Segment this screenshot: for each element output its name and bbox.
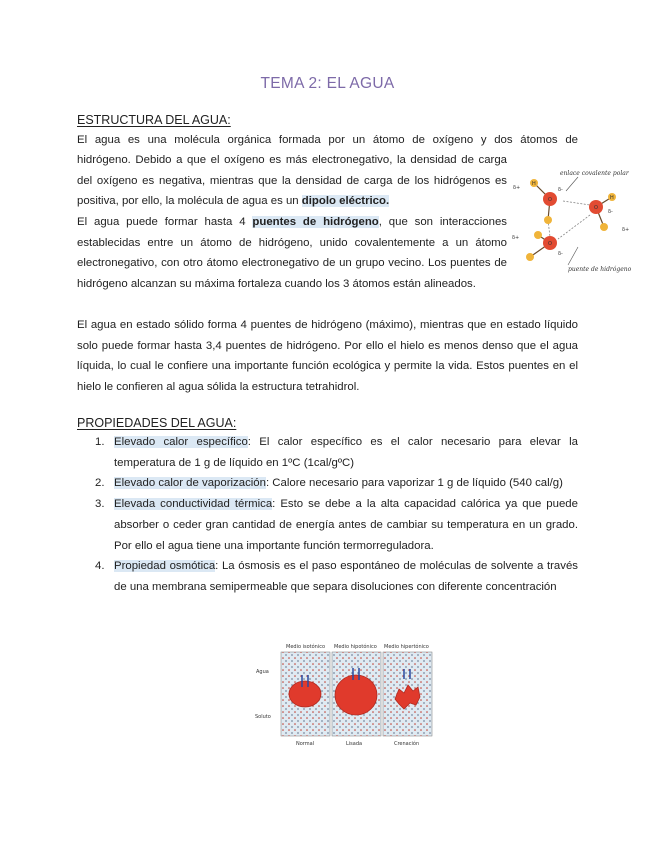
panel-title-hypertonic: Medio hipertónico — [384, 644, 429, 650]
charge-label: δ- — [608, 209, 613, 215]
property-description: : Calore necesario para vaporizar 1 g de líquido (540 cal/g) — [265, 477, 563, 490]
hydrogen-atom — [534, 231, 542, 239]
hbond-pointer — [568, 247, 578, 265]
dipole-term: dipolo eléctrico. — [301, 195, 390, 208]
charge-label: δ- — [558, 251, 563, 257]
hbond-text: , que son interacciones establecidas entre un átomo de hidrógeno, unido covalentemente a un átomo electronegativo, con otro átomo electronegativo de un grupo vecino. Los puentes de hidrógeno alcanzan su máxima fortaleza cuando los 3 átomos están alineados. — [77, 216, 507, 291]
section-heading-structure: ESTRUCTURA DEL AGUA: — [77, 113, 231, 127]
charge-label: δ+ — [622, 227, 630, 233]
side-label-water: Agua — [256, 669, 269, 675]
paragraph-ice: El agua en estado sólido forma 4 puentes de hidrógeno (máximo), mientras que en estado líquido solo puede formar hasta 3,4 puentes de hidrógeno. Por ello el hielo es menos denso que el agua líquida, lo cual le confiere una importante función ecológica y permite la vida. Estos puentes en el hielo le confieren al agua sólida la estructura tetrahidrol. — [77, 319, 578, 394]
paragraph-dipole-text: hidrógeno. Debido a que el oxígeno es más electronegativo, la densidad de carga del oxígeno es negativa, mientras que la densidad de carga de los hidrógenos es positiva, por ello, la molécula de agua es un — [77, 154, 507, 208]
hydrogen-bond-label: puente de hidrógeno — [568, 266, 632, 273]
osmosis-figure — [254, 641, 442, 749]
property-term: Elevado calor de vaporización — [114, 477, 266, 490]
page-title: TEMA 2: EL AGUA — [260, 75, 395, 92]
water-molecule-figure — [508, 155, 636, 277]
property-description: : Esto se debe a la alta capacidad calórica ya que puede absorber o ceder gran cantidad de energía antes de cambiar su temperatura en un grado. Por ello el agua tiene una importante función termorreguladora. — [114, 498, 578, 552]
hbond-term: puentes de hidrógeno — [252, 216, 379, 228]
property-description: : El calor específico es el calor necesario para elevar la temperatura de 1 g de líquido en 1ºC (1cal/gºC) — [114, 436, 579, 469]
paragraph-hydrogen-bonds — [77, 212, 507, 295]
list-item: 3. Elevada conductividad térmica: Esto se debe a la alta capacidad calórica ya que puede absorber o ceder gran cantidad de energía antes de cambiar su temperatura en un grado. Por ello el agua tiene una importante función termorreguladora. — [95, 498, 578, 552]
oxygen-symbol: O — [594, 205, 598, 211]
label-lysed: Lisada — [346, 741, 363, 747]
hydrogen-symbol: H — [610, 195, 614, 201]
hbond-intro-text: El agua puede formar hasta 4 — [77, 216, 246, 228]
label-normal: Normal — [296, 741, 315, 747]
covalent-bond-pointer — [566, 177, 578, 191]
cell-swollen — [335, 675, 377, 715]
property-term: Propiedad osmótica — [114, 560, 216, 573]
hydrogen-atom — [526, 253, 534, 261]
paragraph-dipole — [77, 150, 507, 212]
oxygen-symbol: O — [548, 197, 552, 203]
property-term: Elevada conductividad térmica — [114, 498, 273, 511]
charge-label: δ+ — [512, 235, 520, 241]
hydrogen-symbol: H — [532, 181, 536, 187]
oxygen-symbol: O — [548, 241, 552, 247]
hydrogen-atom — [600, 223, 608, 231]
panel-title-isotonic: Medio isotónico — [286, 644, 326, 650]
charge-label: δ- — [558, 187, 563, 193]
property-term: Elevado calor específico — [114, 436, 248, 448]
list-item: 4. Propiedad osmótica: La ósmosis es el paso espontáneo de moléculas de solvente a través de una membrana semipermeable que separa disoluciones con diferente concentración — [95, 560, 578, 593]
covalent-bond-label: enlace covalente polar — [560, 170, 629, 177]
hydrogen-atom — [544, 216, 552, 224]
charge-label: δ+ — [513, 185, 521, 191]
section-heading-properties: PROPIEDADES DEL AGUA: — [77, 416, 237, 430]
paragraph-intro-line: El agua es una molécula orgánica formada por un átomo de oxígeno y dos átomos de — [77, 134, 578, 146]
panel-title-hypotonic: Medio hipotónico — [334, 644, 377, 650]
cell-normal — [289, 681, 321, 707]
label-crenation: Crenación — [394, 741, 420, 747]
property-description: : La ósmosis es el paso espontáneo de moléculas de solvente a través de una membrana semipermeable que separa disoluciones con diferente concentración — [114, 560, 578, 593]
list-item: 2. Elevado calor de vaporización: Calore necesario para vaporizar 1 g de líquido (540 cal/g) — [95, 477, 563, 490]
side-label-solute: Soluto — [255, 714, 271, 720]
properties-list — [77, 432, 578, 598]
list-item: 1. Elevado calor específico: El calor específico es el calor necesario para elevar la temperatura de 1 g de líquido en 1ºC (1cal/gºC) — [95, 436, 579, 469]
